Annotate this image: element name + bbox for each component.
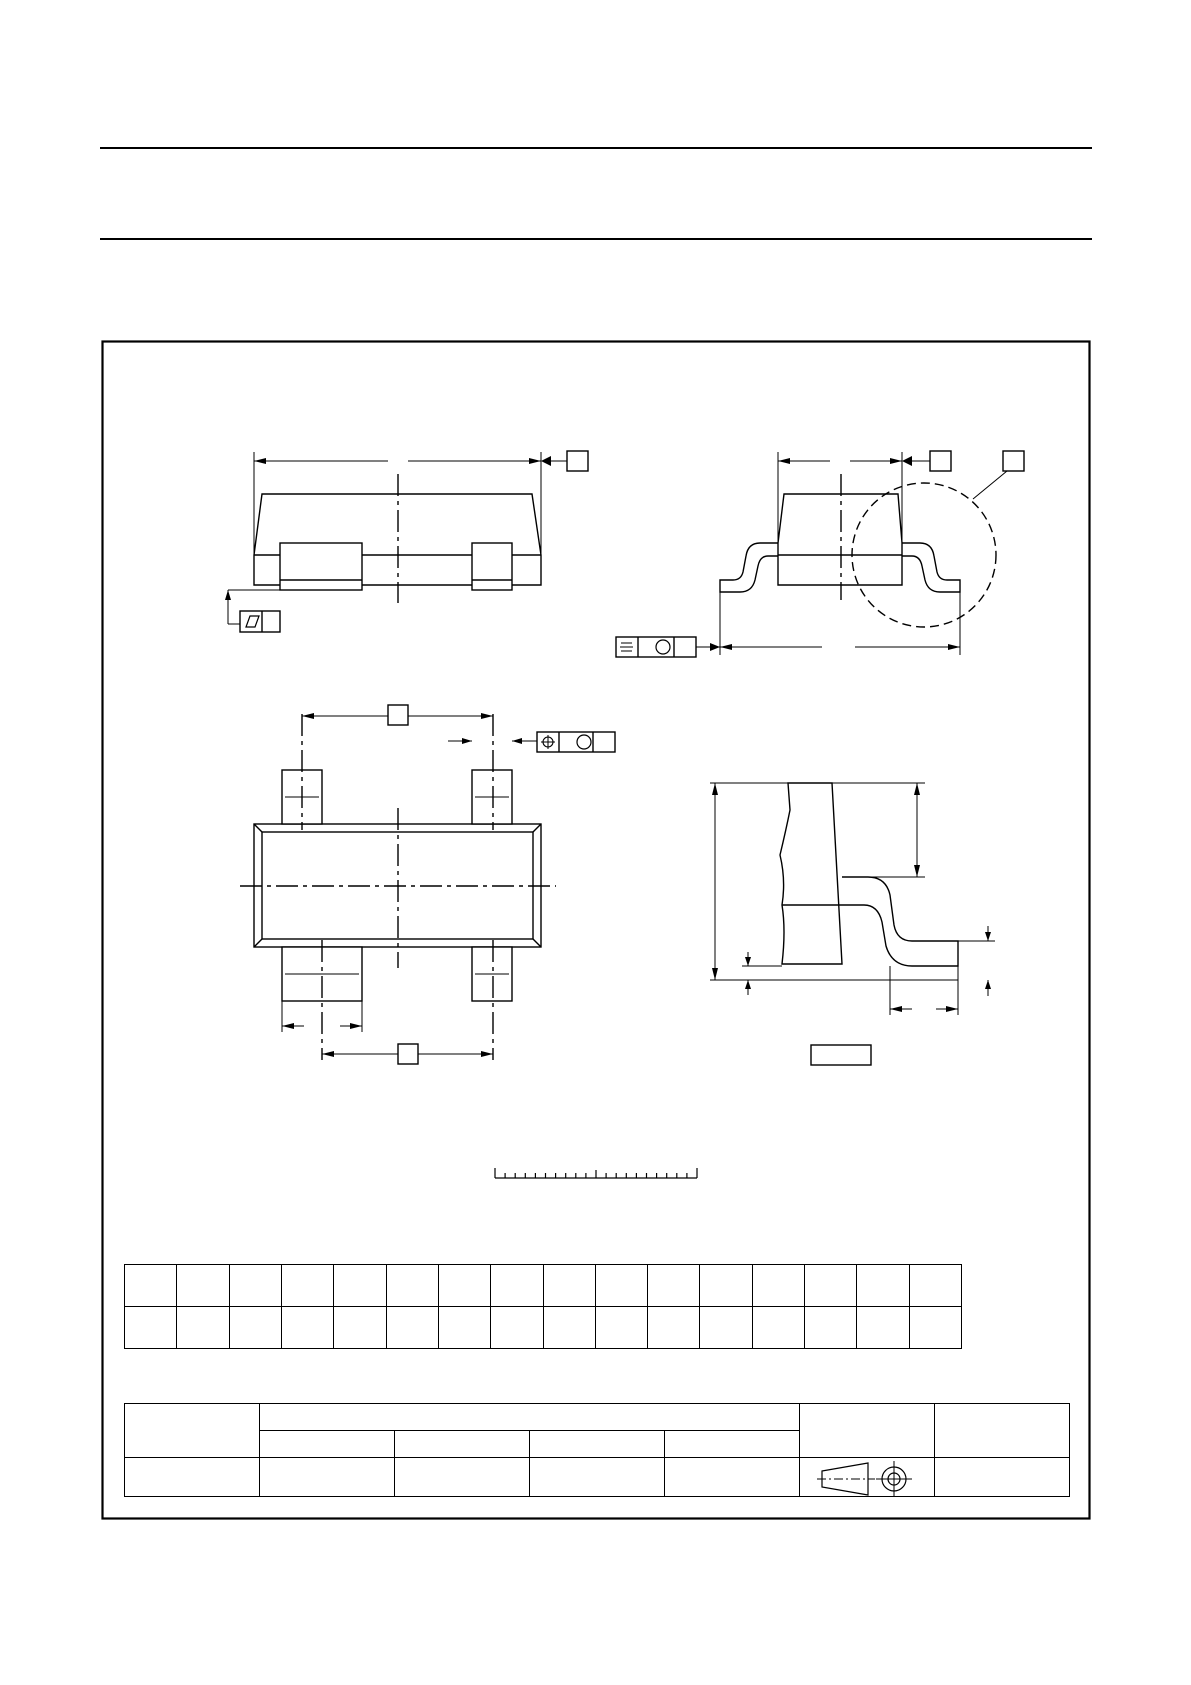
dimension-value-cell — [805, 1307, 857, 1349]
reference-value-1 — [260, 1458, 395, 1497]
dimension-header-cell — [334, 1265, 386, 1307]
dimension-header-cell — [386, 1265, 438, 1307]
dimension-value-cell — [543, 1307, 595, 1349]
reference-col-1 — [260, 1431, 395, 1458]
detail-view-lead — [842, 877, 958, 966]
dimension-table-value-row — [125, 1307, 962, 1349]
dimension-value-cell — [438, 1307, 490, 1349]
datum-box-2 — [930, 451, 951, 471]
circle-icon-2 — [577, 735, 591, 749]
dimension-header-cell — [752, 1265, 804, 1307]
dimension-value-cell — [229, 1307, 281, 1349]
dimension-value-cell — [857, 1307, 909, 1349]
outline-version-header — [125, 1404, 260, 1458]
outline-table — [124, 1403, 1070, 1497]
dimension-header-cell — [281, 1265, 333, 1307]
reference-col-2 — [395, 1431, 530, 1458]
references-header — [260, 1404, 800, 1431]
detail-view — [710, 783, 995, 1065]
dimension-header-cell — [229, 1265, 281, 1307]
dimension-header-cell — [125, 1265, 177, 1307]
datum-box-4 — [388, 705, 408, 725]
circle-icon — [656, 640, 670, 654]
detail-view-body — [780, 783, 842, 964]
dimension-value-cell — [281, 1307, 333, 1349]
issue-date-header — [935, 1404, 1070, 1458]
side-view — [616, 451, 1024, 657]
dimension-header-cell — [491, 1265, 543, 1307]
flatness-frame — [240, 611, 280, 632]
dimension-header-cell — [648, 1265, 700, 1307]
top-view — [240, 705, 615, 1064]
datum-box-3 — [1003, 451, 1024, 471]
dimension-value-cell — [648, 1307, 700, 1349]
dimension-table-header-row — [125, 1265, 962, 1307]
dimension-value-cell — [595, 1307, 647, 1349]
dimension-header-cell — [805, 1265, 857, 1307]
dimension-header-cell — [857, 1265, 909, 1307]
front-view-lead-left — [280, 543, 362, 590]
side-view-body — [778, 494, 902, 585]
projection-header — [800, 1404, 935, 1458]
datum-box-5 — [398, 1044, 418, 1064]
front-view-lead-right — [472, 543, 512, 590]
dimension-value-cell — [125, 1307, 177, 1349]
dimension-value-cell — [386, 1307, 438, 1349]
dimension-value-cell — [491, 1307, 543, 1349]
reference-col-3 — [530, 1431, 665, 1458]
dimension-header-cell — [595, 1265, 647, 1307]
dimension-header-cell — [177, 1265, 229, 1307]
scale-bar — [495, 1168, 697, 1178]
reference-col-4 — [665, 1431, 800, 1458]
reference-value-3 — [530, 1458, 665, 1497]
flatness-icon — [246, 616, 259, 627]
issue-date-value — [935, 1458, 1070, 1497]
datum-box-1 — [567, 451, 588, 471]
dimension-header-cell — [543, 1265, 595, 1307]
dimension-value-cell — [752, 1307, 804, 1349]
dimension-header-cell — [438, 1265, 490, 1307]
dimension-value-cell — [909, 1307, 961, 1349]
dimension-value-cell — [177, 1307, 229, 1349]
outline-version-value — [125, 1458, 260, 1497]
front-view — [225, 451, 588, 632]
reference-value-4 — [665, 1458, 800, 1497]
dimension-header-cell — [700, 1265, 752, 1307]
side-view-lead-right — [902, 543, 960, 592]
dimension-value-cell — [334, 1307, 386, 1349]
dimension-value-cell — [700, 1307, 752, 1349]
detail-label-box — [811, 1045, 871, 1065]
side-view-lead-left — [720, 543, 778, 592]
projection-value — [800, 1458, 935, 1497]
dimension-header-cell — [909, 1265, 961, 1307]
dimension-table — [124, 1264, 962, 1349]
reference-value-2 — [395, 1458, 530, 1497]
